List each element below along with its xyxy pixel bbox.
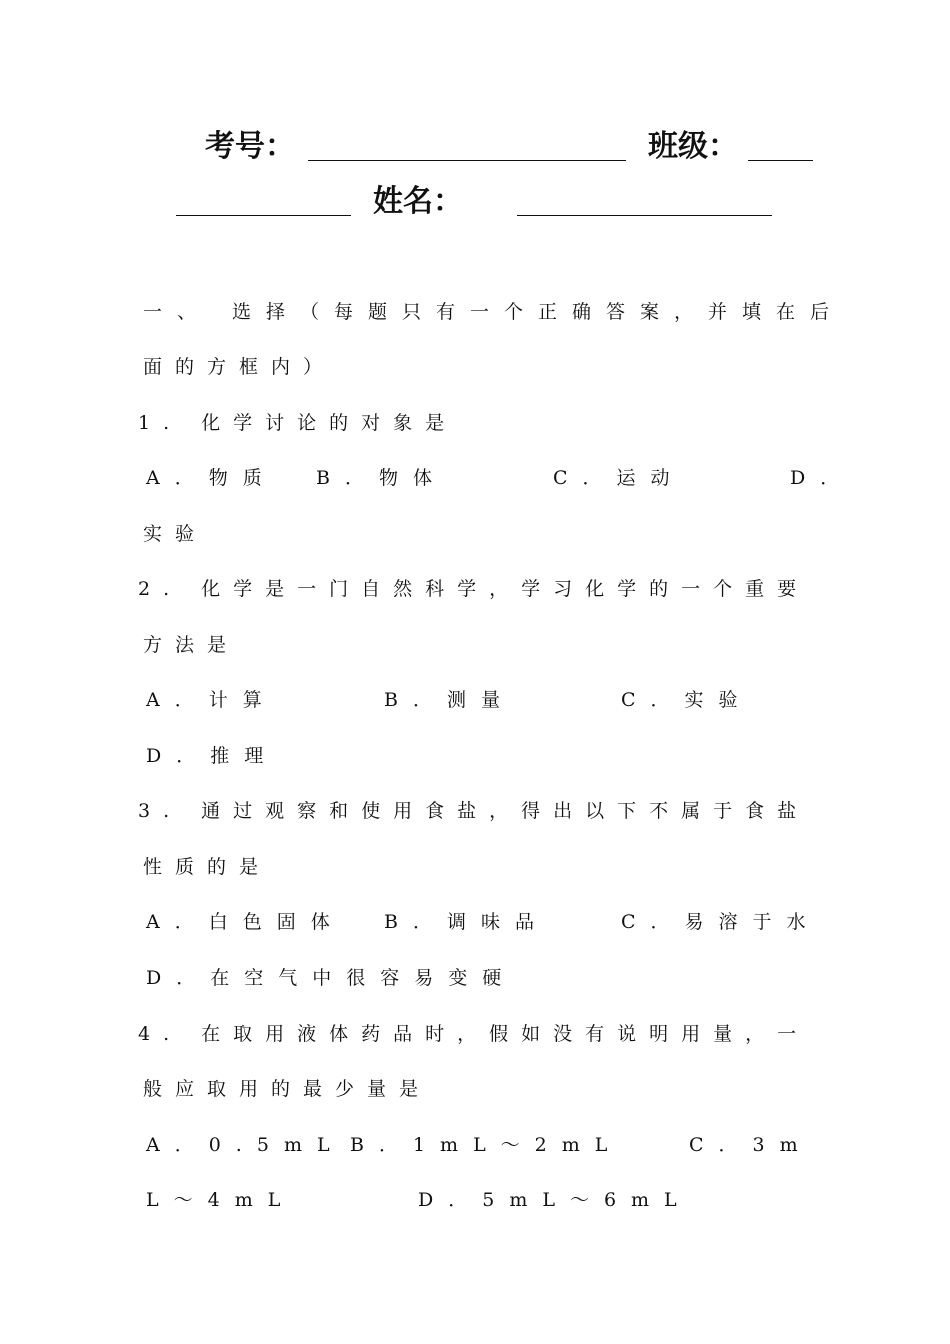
question-3-options bbox=[0, 902, 950, 942]
question-4-text-line1: 4. 在取用液体药品时，假如没有说明用量，一 bbox=[138, 1023, 810, 1045]
question-4-stem bbox=[0, 1014, 950, 1054]
q4-option-c-part2[interactable]: L～4mL bbox=[146, 1189, 296, 1211]
q2-option-d[interactable]: D．推理 bbox=[146, 745, 279, 767]
question-1-options-cont bbox=[0, 514, 950, 554]
question-4-options bbox=[0, 1125, 950, 1165]
question-3-stem bbox=[0, 791, 950, 831]
q4-option-b[interactable]: B．1mL～2mL bbox=[350, 1134, 623, 1156]
question-3-text-line1: 3. 通过观察和使用食盐，得出以下不属于食盐 bbox=[138, 800, 810, 822]
q1-option-a[interactable]: A．物质 bbox=[146, 467, 277, 489]
q2-option-c[interactable]: C．实验 bbox=[621, 689, 753, 711]
q1-option-b[interactable]: B．物体 bbox=[316, 467, 447, 489]
question-2-text-line1: 2. 化学是一门自然科学，学习化学的一个重要 bbox=[138, 578, 810, 600]
q4-option-a[interactable]: A．0.5mL bbox=[146, 1134, 345, 1156]
section-title-row2 bbox=[0, 347, 950, 387]
q3-option-b[interactable]: B．调味品 bbox=[384, 911, 549, 933]
question-3-text-line2: 性质的是 bbox=[143, 856, 272, 878]
q3-option-c[interactable]: C．易溶于水 bbox=[621, 911, 821, 933]
question-2-stem bbox=[0, 569, 950, 609]
question-2-options bbox=[0, 680, 950, 720]
question-1-options bbox=[0, 458, 950, 498]
name-label: 姓名： bbox=[373, 184, 463, 219]
exam-number-label: 考号： bbox=[205, 129, 295, 164]
section-title bbox=[0, 292, 950, 332]
question-2-text-line2: 方法是 bbox=[143, 634, 240, 656]
q4-option-c-part1[interactable]: C．3m bbox=[689, 1134, 813, 1156]
q1-option-c[interactable]: C．运动 bbox=[553, 467, 685, 489]
question-1-text: 1. 化学讨论的对象是 bbox=[138, 412, 458, 434]
question-2-stem-cont bbox=[0, 625, 950, 665]
exam-number-blank bbox=[308, 160, 626, 161]
question-4-options-cont bbox=[0, 1180, 950, 1220]
class-blank-part1 bbox=[748, 160, 813, 161]
question-3-stem-cont bbox=[0, 847, 950, 887]
q3-option-a[interactable]: A．白色固体 bbox=[146, 911, 345, 933]
question-2-options-cont bbox=[0, 736, 950, 776]
name-blank bbox=[517, 215, 772, 216]
question-1-stem bbox=[0, 403, 950, 443]
q3-option-d[interactable]: D．在空气中很容易变硬 bbox=[146, 967, 517, 989]
class-label: 班级： bbox=[648, 129, 738, 164]
section-title-line2: 面的方框内） bbox=[143, 356, 336, 378]
q2-option-a[interactable]: A．计算 bbox=[146, 689, 277, 711]
question-4-text-line2: 般应取用的最少量是 bbox=[143, 1078, 432, 1100]
q1-option-d-text[interactable]: 实验 bbox=[143, 523, 208, 545]
class-blank-part2 bbox=[176, 215, 351, 216]
q1-option-d-label[interactable]: D． bbox=[790, 467, 855, 489]
question-4-stem-cont bbox=[0, 1069, 950, 1109]
question-3-options-cont bbox=[0, 958, 950, 998]
q2-option-b[interactable]: B．测量 bbox=[384, 689, 515, 711]
section-title-line1: 一、 选择（每题只有一个正确答案，并填在后 bbox=[143, 301, 845, 323]
q4-option-d[interactable]: D．5mL～6mL bbox=[418, 1189, 692, 1211]
